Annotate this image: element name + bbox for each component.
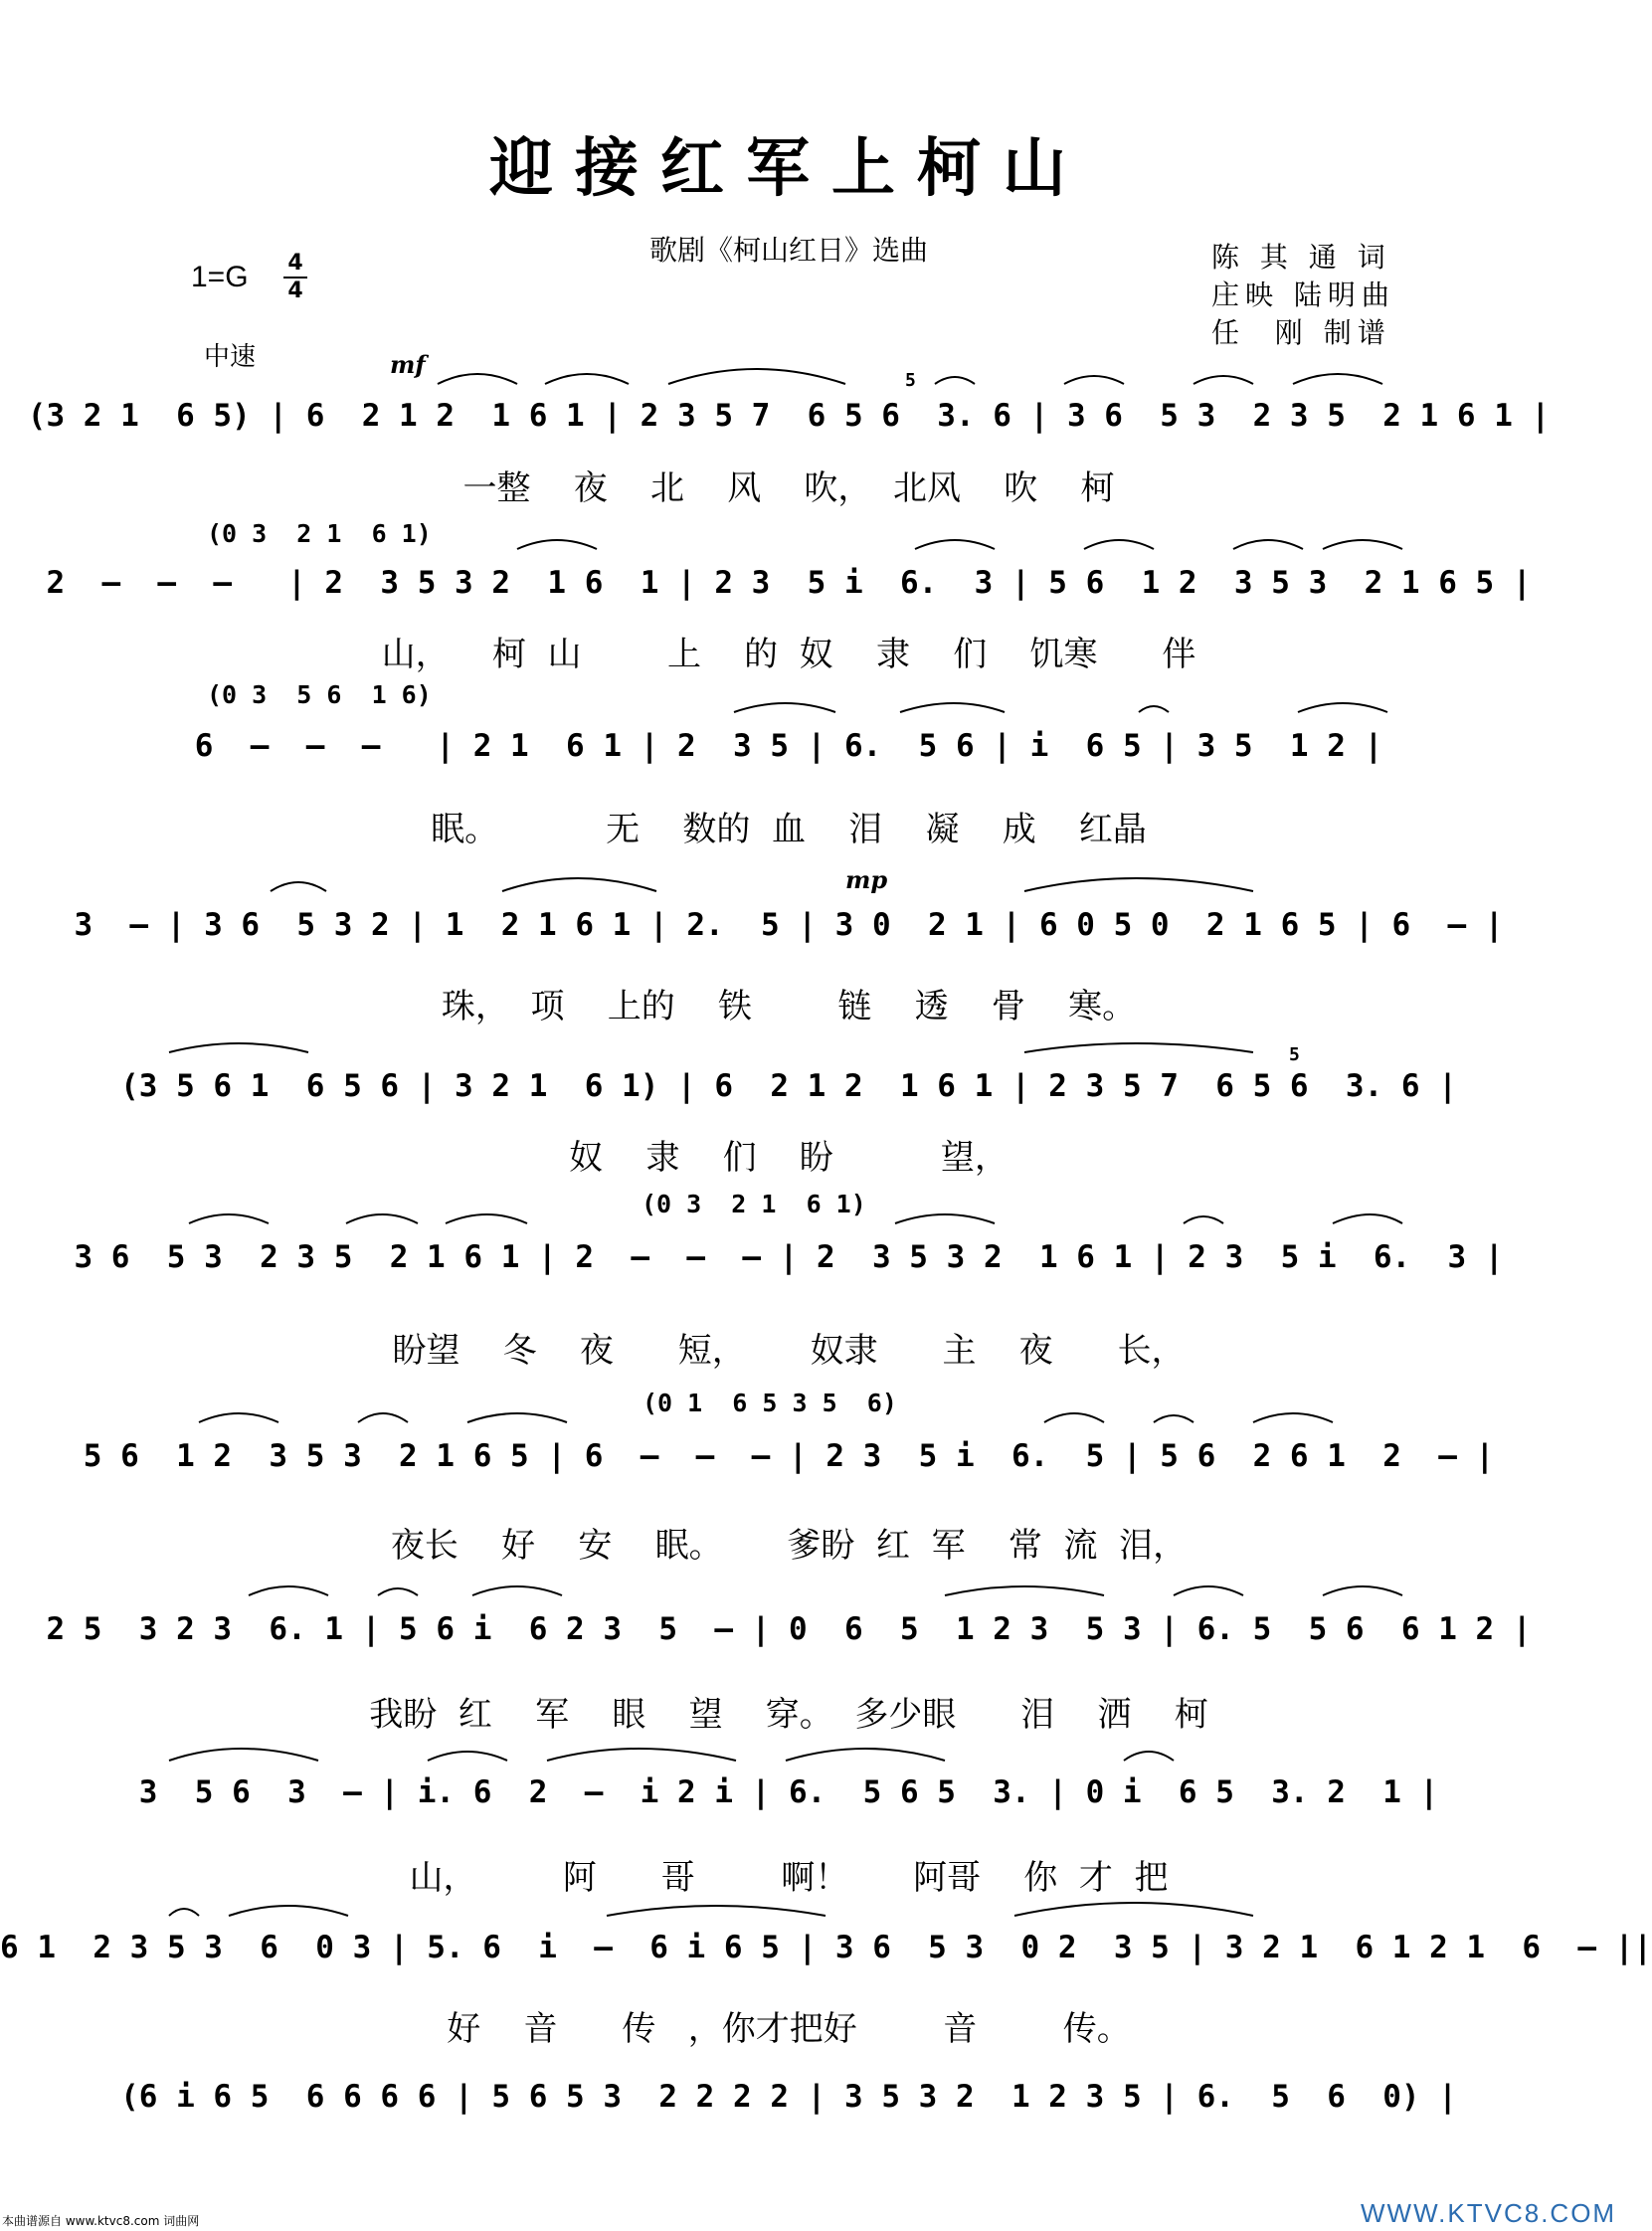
lyrics-row: 奴 隶 们 盼 望， (569, 1138, 1009, 1178)
tuplet-marker: 5 (905, 370, 916, 391)
lyrics-row: 盼望 冬 夜 短， 奴隶 主 夜 长， (392, 1331, 1186, 1371)
notation-row: 3 5 6 3 – | i. 6 2 – i 2 i | 6. 5 6 5 3. | 0 i 6 5 3. 2 1 | (138, 1774, 1439, 1810)
lyrics-row: 眠。 无 数的 血 泪 凝 成 红晶 (431, 810, 1147, 849)
lyrics-row: 我盼 红 军 眼 望 穿。 多少眼 泪 洒 柯 (369, 1695, 1208, 1735)
song-title: 迎接红军上柯山 (489, 131, 1088, 206)
notation-row: 2 5 3 2 3 6. 1 | 5 6 i 6 2 3 5 – | 0 6 5 1 2 3 5 3 | 6. 5 5 6 6 1 2 | (46, 1611, 1532, 1647)
notation-row: 3 6 5 3 2 3 5 2 1 6 1 | 2 – – – | 2 3 5 3 2 1 6 1 | 2 3 5 i 6. 3 | (74, 1239, 1504, 1275)
notation-row: 3 – | 3 6 5 3 2 | 1 2 1 6 1 | 2. 5 | 3 0 2 1 | 6 0 5 0 2 1 6 5 | 6 – | (74, 907, 1504, 943)
arranger-credit: 任 刚 制谱 (1211, 316, 1391, 349)
lyricist-credit: 陈 其 通 词 (1211, 241, 1391, 274)
notation-row: 6 – – – | 2 1 6 1 | 2 3 5 | 6. 5 6 | i 6 5 | 3 5 1 2 | (194, 728, 1383, 764)
lyrics-row: 夜长 好 安 眠。 爹盼 红 军 常 流 泪， (390, 1526, 1188, 1566)
interlude-notes: (0 3 2 1 6 1) (207, 519, 432, 548)
lyrics-row: 山， 柯 山 上 的 奴 隶 们 饥寒 伴 (381, 635, 1196, 674)
interlude-notes: (0 1 6 5 3 5 6) (642, 1389, 897, 1417)
tempo-marking: 中速 (204, 342, 257, 372)
lyrics-row: 一整 夜 北 风 吹， 北风 吹 柯 (462, 468, 1115, 508)
time-signature-top: 4 (287, 251, 303, 276)
interlude-notes: (0 3 2 1 6 1) (642, 1190, 866, 1218)
notation-row: (3 2 1 6 5) | 6 2 1 2 1 6 1 | 2 3 5 7 6 5 6 3. 6 | 3 6 5 3 2 3 5 2 1 6 1 | (27, 398, 1551, 434)
footer-source-note: 本曲谱源自 www.ktvc8.com 词曲网 (2, 2214, 200, 2228)
dynamic-mf: mf (390, 350, 426, 379)
lyrics-row: 好 音 传 ，你才把好 音 传。 (447, 2009, 1131, 2049)
notation-row: 6 1 2 3 5 3 6 0 3 | 5. 6 i – 6 i 6 5 | 3 6 5 3 0 2 3 5 | 3 2 1 6 1 2 1 6 – || (0, 1930, 1652, 1965)
notation-row: 5 6 1 2 3 5 3 2 1 6 5 | 6 – – – | 2 3 5 i 6. 5 | 5 6 2 6 1 2 – | (83, 1438, 1495, 1474)
tuplet-marker: 5 (1289, 1044, 1300, 1065)
notation-row: (6 i 6 5 6 6 6 6 | 5 6 5 3 2 2 2 2 | 3 5 3 2 1 2 3 5 | 6. 5 6 0) | (120, 2079, 1457, 2115)
lyrics-row: 珠， 项 上的 铁 链 透 骨 寒。 (441, 987, 1137, 1026)
footer-site-logo[interactable]: WWW.KTVC8.COM (1361, 2198, 1617, 2228)
key-signature: 1=G (191, 261, 249, 293)
dynamic-mp: mp (845, 865, 888, 894)
song-subtitle: 歌剧《柯山红日》选曲 (648, 234, 928, 267)
time-signature-bottom: 4 (283, 277, 307, 304)
notation-row: (3 5 6 1 6 5 6 | 3 2 1 6 1) | 6 2 1 2 1 6 1 | 2 3 5 7 6 5 6 3. 6 | (120, 1068, 1457, 1104)
lyrics-row: 山， 阿 哥 啊！ 阿哥 你 才 把 (409, 1858, 1169, 1898)
notation-row: 2 – – – | 2 3 5 3 2 1 6 1 | 2 3 5 i 6. 3 | 5 6 1 2 3 5 3 2 1 6 5 | (46, 565, 1532, 601)
interlude-notes: (0 3 5 6 1 6) (207, 680, 432, 709)
composer-credit: 庄映 陆明曲 (1211, 279, 1395, 311)
